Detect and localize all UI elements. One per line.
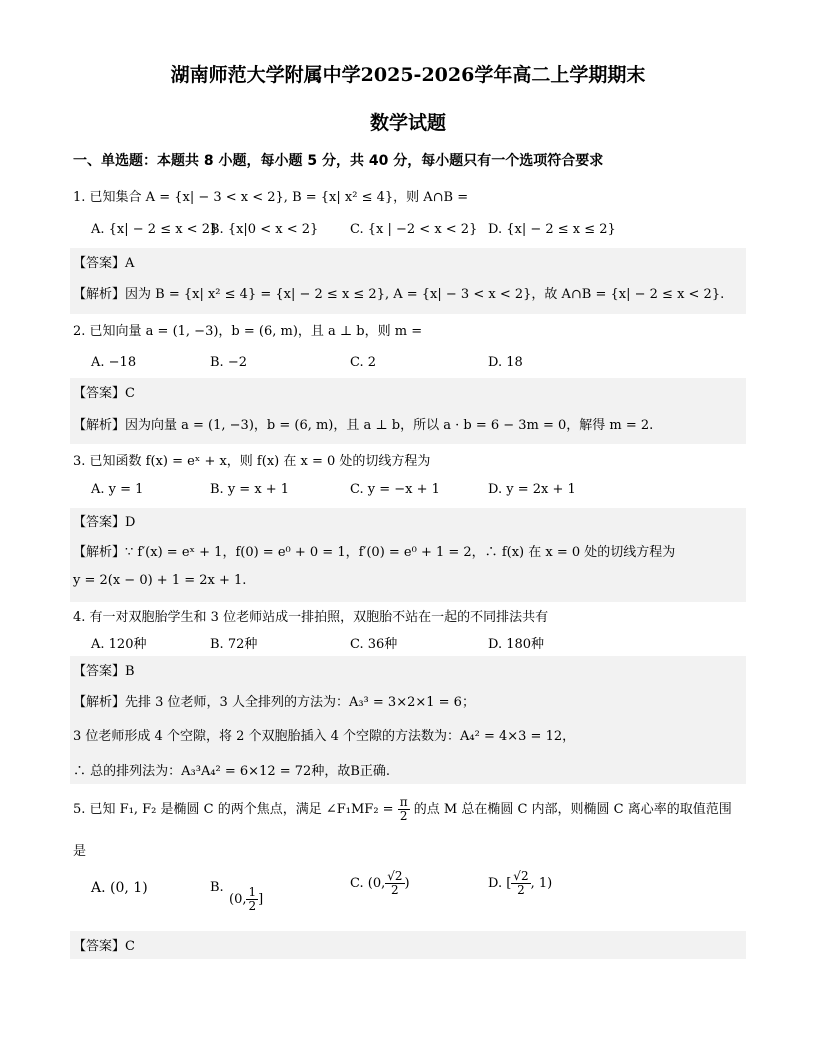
q5-answer	[73, 935, 135, 954]
q3-option-a: A. y = 1	[91, 482, 144, 497]
q3-option-c: C. y = −x + 1	[350, 482, 440, 497]
analysis-label: 【解析】	[73, 695, 126, 710]
interval-close: , 1)	[530, 876, 553, 892]
q4-option-b: B. 72种	[210, 637, 258, 652]
q2-option-d: D. 18	[488, 355, 523, 370]
interval-close: ]	[258, 892, 264, 908]
q4-analysis	[73, 691, 475, 710]
fraction-denominator: 2	[517, 883, 525, 898]
q5-angle-fraction	[398, 796, 410, 823]
question-1-stem: 1. 已知集合 A = {x| − 3 < x < 2}, B = {x| x² ≤ 4}，则 A∩B =	[73, 190, 469, 205]
fraction-numerator: √2	[387, 869, 403, 883]
answer-label: 【答案】	[73, 386, 126, 401]
q2-option-b: B. −2	[210, 355, 247, 370]
option-prefix: C. (0,	[350, 876, 386, 892]
analysis-text: 因为 B = {x| x² ≤ 4} = {x| − 2 ≤ x ≤ 2}, A = {x| − 3 < x < 2}，故 A∩B = {x| − 2 ≤ x < 2}.	[125, 287, 725, 302]
fraction-numerator: √2	[513, 869, 529, 883]
fraction-denominator: 2	[399, 809, 408, 824]
q3-option-d: D. y = 2x + 1	[488, 482, 576, 497]
q2-option-c: C. 2	[350, 355, 377, 370]
q5-option-c	[350, 870, 410, 897]
q5-solution-band	[70, 931, 746, 959]
answer-value: C	[125, 386, 135, 401]
interval-open: (0,	[229, 892, 247, 908]
q5-option-b	[210, 880, 224, 895]
fraction-numerator: 1	[248, 885, 257, 899]
q4-option-a: A. 120种	[91, 637, 147, 652]
sqrt2-over-2-fraction	[511, 870, 530, 897]
answer-value: C	[125, 939, 135, 954]
analysis-label: 【解析】	[73, 418, 126, 433]
q1-solution-band	[70, 248, 746, 314]
answer-value: A	[125, 256, 135, 271]
fraction-denominator: 2	[391, 883, 399, 898]
q4-analysis-line-2: 3 位老师形成 4 个空隙，将 2 个双胞胎插入 4 个空隙的方法数为：A₄² = 4×3 = 12，	[73, 729, 576, 744]
q3-analysis	[73, 541, 675, 560]
question-2-stem: 2. 已知向量 a = (1, −3)，b = (6, m)，且 a ⊥ b，则 m =	[73, 324, 423, 339]
analysis-text: ∵ f′(x) = eˣ + 1，f(0) = e⁰ + 0 = 1，f′(0) = e⁰ + 1 = 2，∴ f(x) 在 x = 0 处的切线方程为	[125, 545, 676, 560]
option-prefix: D. [	[488, 876, 512, 892]
q1-option-d: D. {x| − 2 ≤ x ≤ 2}	[488, 222, 616, 237]
answer-label: 【答案】	[73, 939, 126, 954]
interval-close: )	[404, 876, 410, 892]
q5-stem-part-2: 的点 M 总在椭圆 C 内部，则椭圆 C 离心率的取值范围	[413, 802, 732, 818]
q3-option-b: B. y = x + 1	[210, 482, 290, 497]
analysis-text: 因为向量 a = (1, −3)，b = (6, m)，且 a ⊥ b，所以 a · b = 6 − 3m = 0，解得 m = 2.	[125, 418, 654, 433]
analysis-label: 【解析】	[73, 287, 126, 302]
answer-value: D	[125, 515, 136, 530]
q1-option-b: B. {x|0 < x < 2}	[210, 222, 319, 237]
fraction-numerator: π	[399, 795, 408, 809]
analysis-text: 先排 3 位老师，3 人全排列的方法为：A₃³ = 3×2×1 = 6；	[125, 695, 475, 710]
answer-label: 【答案】	[73, 664, 126, 679]
question-5-stem-cont: 是	[73, 844, 87, 859]
q2-solution-band	[70, 378, 746, 444]
question-5-stem	[73, 796, 732, 823]
answer-value: B	[125, 664, 135, 679]
analysis-label: 【解析】	[73, 545, 126, 560]
page-subtitle: 数学试题	[369, 112, 446, 134]
q3-answer	[73, 511, 135, 530]
answer-label: 【答案】	[73, 256, 126, 271]
option-letter: B.	[210, 880, 224, 895]
one-half-fraction	[246, 886, 258, 913]
q1-option-a: A. {x| − 2 ≤ x < 2}	[91, 222, 219, 237]
q3-analysis-line-2: y = 2(x − 0) + 1 = 2x + 1.	[73, 573, 247, 588]
q5-stem-part-1: 5. 已知 F₁, F₂ 是椭圆 C 的两个焦点，满足 ∠F₁MF₂ =	[73, 802, 394, 818]
answer-label: 【答案】	[73, 515, 126, 530]
q4-option-c: C. 36种	[350, 637, 398, 652]
question-4-stem: 4. 有一对双胞胎学生和 3 位老师站成一排拍照，双胞胎不站在一起的不同排法共有	[73, 610, 549, 625]
q2-answer	[73, 382, 135, 401]
question-3-stem: 3. 已知函数 f(x) = eˣ + x，则 f(x) 在 x = 0 处的切线方程为	[73, 454, 431, 469]
sqrt2-over-2-fraction	[385, 870, 404, 897]
q5-option-d	[488, 870, 552, 897]
fraction-denominator: 2	[248, 899, 257, 914]
section-heading: 一、单选题：本题共 8 小题，每小题 5 分，共 40 分，每小题只有一个选项符合要求	[73, 153, 604, 169]
q2-option-a: A. −18	[91, 355, 137, 370]
q4-analysis-line-3: ∴ 总的排列法为：A₃³A₄² = 6×12 = 72种，故B正确.	[73, 764, 391, 779]
q1-answer	[73, 252, 134, 271]
q1-analysis	[73, 283, 724, 302]
page-title: 湖南师范大学附属中学2025-2026学年高二上学期期末	[170, 64, 646, 86]
q5-option-b-value	[229, 886, 263, 913]
q4-option-d: D. 180种	[488, 637, 545, 652]
q2-analysis	[73, 414, 653, 433]
q1-option-c: C. {x | −2 < x < 2}	[350, 222, 478, 237]
q5-option-a: A. (0, 1)	[91, 880, 148, 896]
q4-answer	[73, 660, 135, 679]
